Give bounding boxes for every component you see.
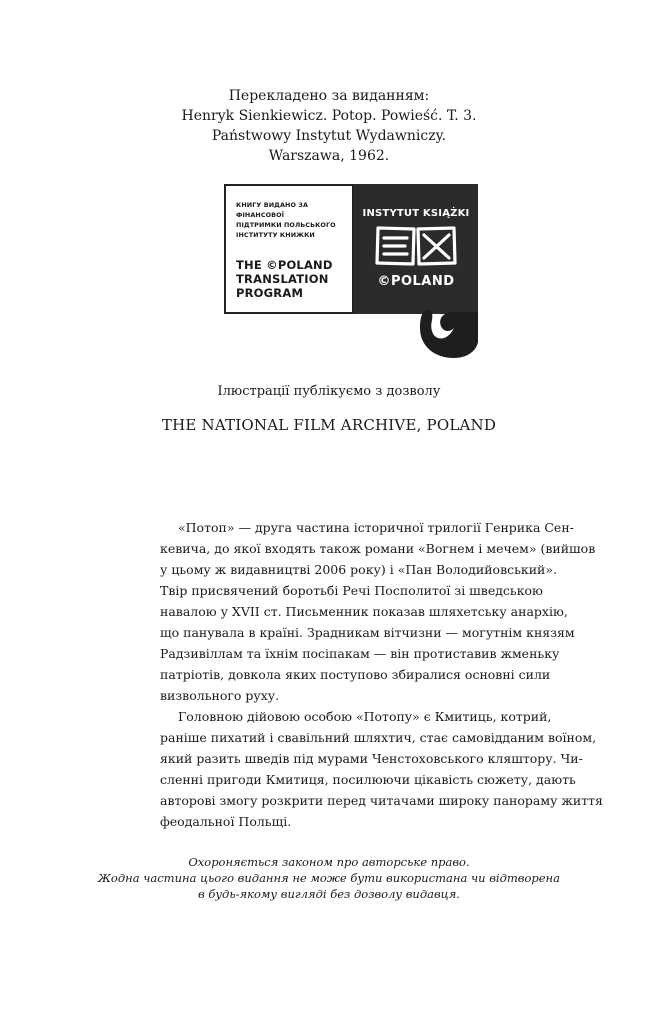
text-line: феодальної Польщі. <box>160 814 292 829</box>
text-line: Головною дійовою особою «Потопу» є Кмитиць, котрий, <box>178 709 552 724</box>
logo-institute-name: INSTYTUT KSIĄŻKI <box>362 208 470 219</box>
logo-program-text <box>236 258 354 300</box>
text-line: Твір присвячений боротьбі Речі Посполитої зі шведською <box>160 583 543 598</box>
text-line: авторові змогу розкрити перед читачами широку панораму життя <box>160 793 603 808</box>
text-line: Радзивіллам та їхнім посіпакам — він протиставив жменьку <box>160 646 560 661</box>
source-line: Warszawa, 1962. <box>268 148 390 164</box>
source-line: Перекладено за виданням: <box>228 88 430 104</box>
logo-left-panel <box>224 184 354 314</box>
logo-program-line: THE ©POLAND <box>236 258 333 272</box>
logo-curl-icon <box>420 306 478 358</box>
text-line: патріотів, довкола яких поступово збиралися основні сили <box>160 667 551 682</box>
source-line: Henryk Sienkiewicz. Potop. Powieść. T. 3. <box>181 108 477 124</box>
logo-support-text <box>236 200 350 240</box>
annotation-paragraph-1 <box>160 517 596 706</box>
logo-poland-text: ©POLAND <box>377 274 455 289</box>
logo-support-line: ПІДТРИМКИ ПОЛЬСЬКОГО <box>236 221 336 229</box>
text-line: кевича, до якої входять також романи «Вогнем і мечем» (вийшов <box>160 541 596 556</box>
logo-program-line: PROGRAM <box>236 286 304 300</box>
source-edition-info <box>0 86 658 166</box>
text-line: «Потоп» — друга частина історичної трилогії Генрика Сен- <box>178 520 574 535</box>
film-archive-name: THE NATIONAL FILM ARCHIVE, POLAND <box>161 416 497 434</box>
text-line: який разить шведів під мурами Ченстоховського кляштору. Чи- <box>160 751 583 766</box>
logo-support-line: ІНСТИТУТУ КНИЖКИ <box>236 231 315 239</box>
text-line: що панувала в країні. Зрадникам вітчизни — могутнім князям <box>160 625 575 640</box>
annotation-text <box>160 517 603 832</box>
poland-translation-program-logo <box>224 184 478 358</box>
illustrations-permission-note: Ілюстрації публікуємо з дозволу <box>217 384 441 399</box>
source-line: Państwowy Instytut Wydawniczy. <box>211 128 447 144</box>
copyright-line: в будь-якому вигляді без дозволу видавця. <box>198 887 460 901</box>
copyright-notice <box>0 854 658 902</box>
text-line: у цьому ж видавництві 2006 року) і «Пан Володийовський». <box>160 562 558 577</box>
logo-support-line: КНИГУ ВИДАНО ЗА ФІНАНСОВОЇ <box>236 201 308 219</box>
text-line: навалою у XVII ст. Письменник показав шляхетську анархію, <box>160 604 568 619</box>
text-line: визвольного руху. <box>160 688 280 703</box>
logo-right-panel <box>354 184 478 314</box>
annotation-paragraph-2 <box>160 706 603 832</box>
copyright-line: Жодна частина цього видання не може бути використана чи відтворена <box>98 871 560 885</box>
text-line: сленні пригоди Кмитиця, посилюючи цікавість сюжету, дають <box>160 772 576 787</box>
copyright-line: Охороняється законом про авторське право. <box>188 855 470 869</box>
text-line: раніше пихатий і свавільний шляхтич, стає самовідданим воїном, <box>160 730 597 745</box>
book-ex-icon <box>374 224 458 268</box>
logo-program-line: TRANSLATION <box>236 272 329 286</box>
